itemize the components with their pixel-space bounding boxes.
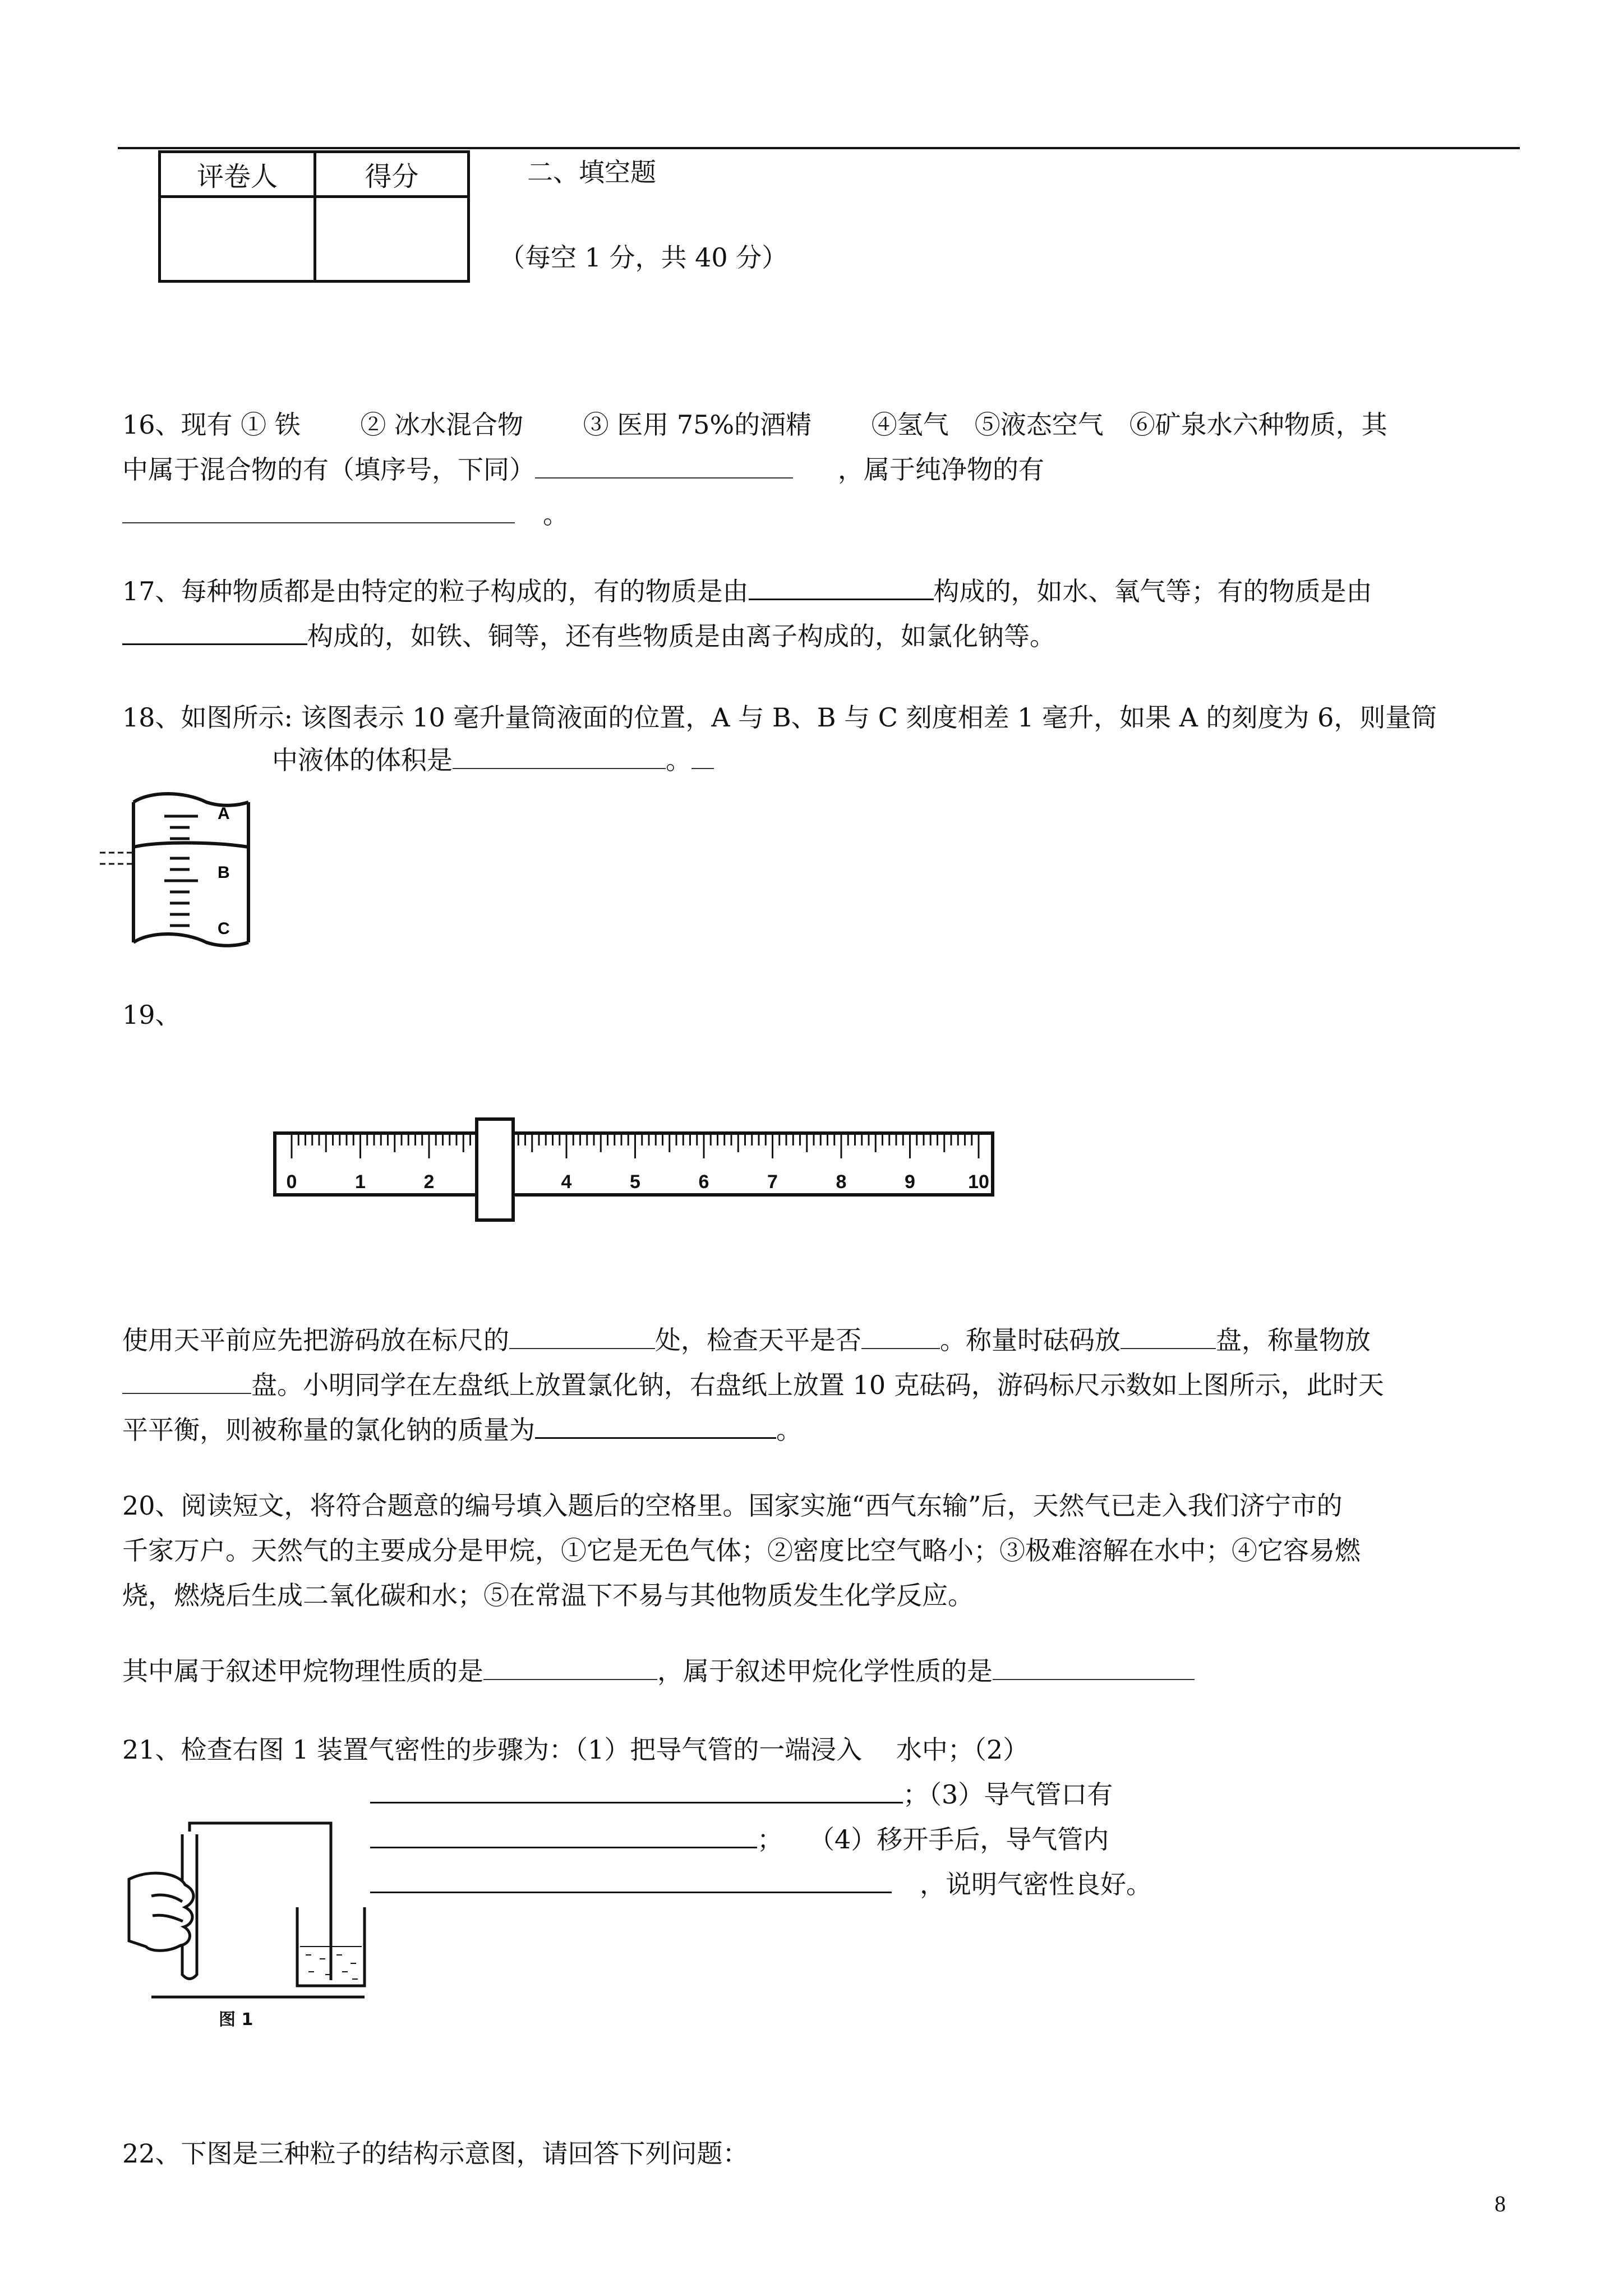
q20-line2: 千家万户。天然气的主要成分是甲烷，①它是无色气体；②密度比空气略小；③极难溶解在水中；④它容易燃 [122,1535,1361,1566]
q19-line2b: 盘。小明同学在左盘纸上放置氯化钠，右盘纸上放置 10 克砝码，游码标尺示数如上图所示，此时天 [251,1370,1384,1400]
score-cell[interactable] [315,197,469,282]
q19-line3b: 。 [776,1415,802,1445]
q19-blank-object-pan[interactable] [122,1370,251,1394]
q19-line2 [122,1363,1384,1407]
q20-blank-chemical[interactable] [993,1657,1195,1680]
ruler-tick-label: 7 [767,1171,778,1193]
page-number: 8 [1495,2191,1506,2216]
q19-line1 [122,1318,1371,1362]
q16-line2b: ，属于纯净物的有 [838,454,1044,485]
q16-blank-pure[interactable] [122,500,515,523]
q16-line2 [122,448,1044,491]
q18-blank-volume[interactable] [453,746,666,769]
q21-line3 [370,1818,1109,1861]
q21-line2b: ；（3）导气管口有 [903,1779,1113,1810]
q19-line1a: 使用天平前应先把游码放在标尺的 [122,1325,509,1355]
q20-line3: 烧，燃烧后生成二氧化碳和水；⑤在常温下不易与其他物质发生化学反应。 [122,1580,974,1611]
q17-line1 [122,569,1372,613]
q19-blank-zero[interactable] [509,1326,655,1349]
q17-line1b: 构成的，如水、氧气等；有的物质是由 [933,576,1372,606]
ruler-tick-label: 5 [630,1171,640,1193]
q17-line2 [122,614,1055,658]
q22-line1: 22、下图是三种粒子的结构示意图，请回答下列问题： [122,2138,749,2169]
q17-line2b: 构成的，如铁、铜等，还有些物质是由离子构成的，如氯化钠等。 [307,621,1055,651]
q17-blank-2[interactable] [122,621,307,645]
cylinder-label-a: A [218,804,230,823]
q17-blank-1[interactable] [749,576,934,600]
q20-line1: 20、阅读短文，将符合题意的编号填入题后的空格里。国家实施“西气东输”后，天然气已走入我们济宁市的 [122,1490,1343,1521]
figure-1-label: 图 1 [219,2010,253,2030]
q20-line4 [122,1649,1195,1693]
ruler-tick-label: 0 [286,1171,297,1193]
ruler-tick-label: 8 [836,1171,847,1193]
q20-line4b: ，属于叙述甲烷化学性质的是 [657,1656,993,1686]
ruler-tick-label: 9 [905,1171,915,1193]
q21-line4 [370,1862,1152,1906]
q16-blank-mixture[interactable] [535,455,793,478]
q21-blank-step3[interactable] [370,1824,757,1848]
q21-blank-step4[interactable] [370,1869,892,1893]
q21-line1: 21、检查右图 1 装置气密性的步骤为：（1）把导气管的一端浸入 水中；（2） [122,1734,1029,1765]
ruler-tick-label: 10 [968,1171,989,1193]
grader-header: 评卷人 [160,152,315,197]
rider-slider[interactable] [477,1119,513,1220]
cylinder-label-b: B [218,863,230,882]
q18-line2 [272,738,714,782]
q18-line1: 18、如图所示: 该图表示 10 毫升量筒液面的位置，A 与 B、B 与 C 刻度相差 1 毫升，如果 A 的刻度为 6，则量筒 [122,702,1437,733]
ruler-tick-label: 4 [561,1171,572,1193]
q19-line1d: 盘，称量物放 [1216,1325,1371,1355]
q19-blank-balance[interactable] [861,1326,940,1349]
ruler-tick-label: 6 [698,1171,709,1193]
q18-line2a: 中液体的体积是 [272,745,453,775]
q20-line4a: 其中属于叙述甲烷物理性质的是 [122,1656,483,1686]
score-header: 得分 [315,152,469,197]
q20-blank-physical[interactable] [483,1657,657,1680]
q19-line3a: 平平衡，则被称量的氯化钠的质量为 [122,1415,535,1445]
header-rule [118,147,1520,149]
q18-line2b: 。 [666,745,691,775]
q19-blank-mass[interactable] [535,1415,776,1439]
q19-blank-weight-pan[interactable] [1121,1326,1216,1349]
q19-label: 19、 [122,1000,181,1030]
q21-blank-step2[interactable] [370,1779,903,1803]
q16-line2a: 中属于混合物的有（填序号，下同） [122,454,535,485]
q21-line4b: ，说明气密性良好。 [920,1869,1152,1899]
cylinder-label-c: C [218,919,230,938]
q16-line3b: 。 [543,499,569,530]
q17-line1a: 17、每种物质都是由特定的粒子构成的，有的物质是由 [122,576,749,606]
q16-line1: 16、现有 ① 铁 ② 冰水混合物 ③ 医用 75%的酒精 ④氢气 ⑤液态空气 ⑥矿泉水六种物质，其 [122,409,1387,440]
graduated-cylinder-figure [100,785,268,954]
score-table [158,150,470,283]
section-note: （每空 1 分，共 40 分） [499,242,788,273]
q21-line2 [370,1773,1113,1816]
airtightness-apparatus-figure [118,1812,370,2031]
balance-ruler-figure [269,1116,998,1228]
q19-line1c: 。称量时砝码放 [940,1325,1121,1355]
ruler-tick-label: 1 [355,1171,366,1193]
q19-line3 [122,1408,802,1452]
grader-cell[interactable] [160,197,315,282]
ruler-tick-label: 2 [423,1171,435,1193]
q21-line3b: ； （4）移开手后，导气管内 [757,1824,1109,1855]
q19-line1b: 处，检查天平是否 [655,1325,861,1355]
q16-line3 [122,493,569,536]
section-title: 二、填空题 [527,157,656,187]
